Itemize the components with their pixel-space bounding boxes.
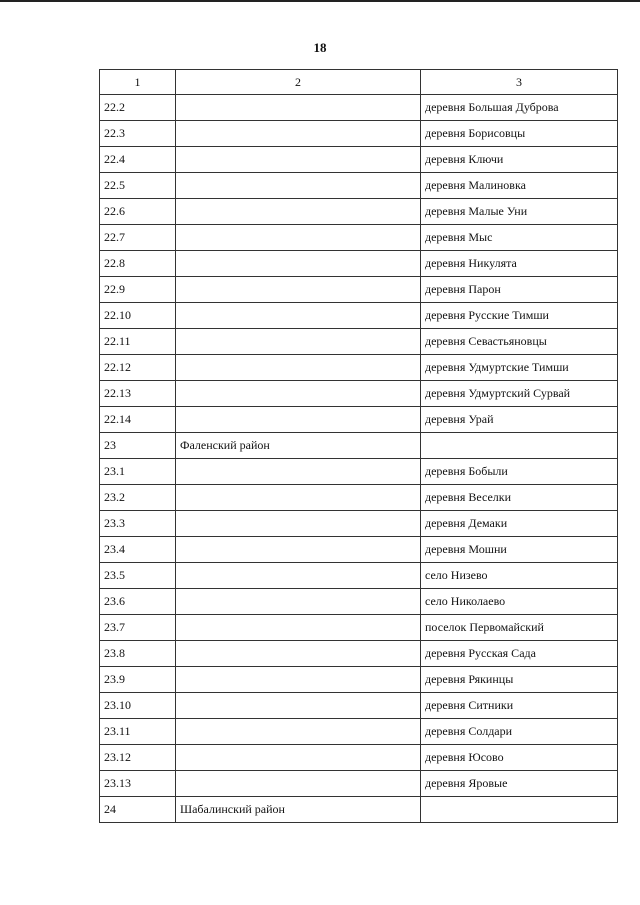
cell-settlement: деревня Мошни — [421, 537, 618, 563]
table-row — [100, 589, 618, 615]
table-row — [100, 719, 618, 745]
table-row — [100, 667, 618, 693]
cell-district — [176, 563, 421, 589]
cell-district — [176, 147, 421, 173]
cell-settlement: поселок Первомайский — [421, 615, 618, 641]
cell-district — [176, 407, 421, 433]
table-row — [100, 745, 618, 771]
cell-settlement: деревня Удмуртский Сурвай — [421, 381, 618, 407]
cell-district — [176, 693, 421, 719]
table-row — [100, 95, 618, 121]
table-row — [100, 329, 618, 355]
cell-settlement: деревня Яровые — [421, 771, 618, 797]
cell-district — [176, 173, 421, 199]
table-row — [100, 771, 618, 797]
cell-number: 23.8 — [100, 641, 176, 667]
cell-settlement: деревня Русские Тимши — [421, 303, 618, 329]
table-row — [100, 459, 618, 485]
cell-number: 23.5 — [100, 563, 176, 589]
cell-settlement: деревня Солдари — [421, 719, 618, 745]
table-row — [100, 537, 618, 563]
cell-district — [176, 511, 421, 537]
cell-settlement: деревня Ключи — [421, 147, 618, 173]
cell-district — [176, 771, 421, 797]
cell-district — [176, 381, 421, 407]
cell-settlement: деревня Большая Дуброва — [421, 95, 618, 121]
table-row — [100, 511, 618, 537]
table-row — [100, 693, 618, 719]
cell-district — [176, 485, 421, 511]
cell-settlement: деревня Малые Уни — [421, 199, 618, 225]
table-row — [100, 355, 618, 381]
table-row — [100, 407, 618, 433]
cell-number: 23.3 — [100, 511, 176, 537]
table-body — [100, 95, 618, 823]
cell-number: 22.4 — [100, 147, 176, 173]
cell-number: 23.10 — [100, 693, 176, 719]
cell-number: 22.7 — [100, 225, 176, 251]
cell-settlement: деревня Урай — [421, 407, 618, 433]
cell-district — [176, 745, 421, 771]
cell-number: 22.5 — [100, 173, 176, 199]
cell-number: 22.3 — [100, 121, 176, 147]
cell-number: 23.6 — [100, 589, 176, 615]
column-header-3: 3 — [421, 70, 618, 95]
cell-district — [176, 329, 421, 355]
cell-district — [176, 589, 421, 615]
table-row — [100, 433, 618, 459]
cell-number: 22.10 — [100, 303, 176, 329]
table-row — [100, 641, 618, 667]
cell-number: 23.13 — [100, 771, 176, 797]
cell-settlement: деревня Удмуртские Тимши — [421, 355, 618, 381]
table-row — [100, 303, 618, 329]
cell-district — [176, 355, 421, 381]
cell-number: 24 — [100, 797, 176, 823]
cell-number: 22.13 — [100, 381, 176, 407]
table-row — [100, 147, 618, 173]
cell-settlement: деревня Юсово — [421, 745, 618, 771]
column-header-1: 1 — [100, 70, 176, 95]
table-row — [100, 277, 618, 303]
cell-number: 23 — [100, 433, 176, 459]
cell-number: 22.14 — [100, 407, 176, 433]
table-row — [100, 251, 618, 277]
cell-district — [176, 277, 421, 303]
cell-settlement: деревня Малиновка — [421, 173, 618, 199]
settlements-table — [99, 69, 618, 823]
cell-number: 23.4 — [100, 537, 176, 563]
cell-district — [176, 719, 421, 745]
table-row — [100, 381, 618, 407]
cell-number: 22.8 — [100, 251, 176, 277]
cell-district — [176, 225, 421, 251]
cell-district: Фаленский район — [176, 433, 421, 459]
cell-settlement: деревня Борисовцы — [421, 121, 618, 147]
cell-settlement: деревня Веселки — [421, 485, 618, 511]
cell-district — [176, 95, 421, 121]
cell-number: 23.2 — [100, 485, 176, 511]
cell-district — [176, 251, 421, 277]
cell-settlement: деревня Ситники — [421, 693, 618, 719]
table-row — [100, 485, 618, 511]
cell-number: 22.6 — [100, 199, 176, 225]
cell-district — [176, 459, 421, 485]
column-header-2: 2 — [176, 70, 421, 95]
cell-number: 23.7 — [100, 615, 176, 641]
table-row — [100, 173, 618, 199]
cell-district — [176, 199, 421, 225]
table-row — [100, 225, 618, 251]
table-row — [100, 563, 618, 589]
cell-number: 22.2 — [100, 95, 176, 121]
cell-district — [176, 537, 421, 563]
cell-number: 22.9 — [100, 277, 176, 303]
cell-settlement: деревня Русская Сада — [421, 641, 618, 667]
cell-number: 23.9 — [100, 667, 176, 693]
cell-district — [176, 667, 421, 693]
cell-district — [176, 121, 421, 147]
cell-settlement: деревня Парон — [421, 277, 618, 303]
table-row — [100, 121, 618, 147]
page-number: 18 — [313, 40, 327, 55]
cell-settlement: село Николаево — [421, 589, 618, 615]
table-row — [100, 615, 618, 641]
cell-settlement: деревня Мыс — [421, 225, 618, 251]
cell-settlement: село Низево — [421, 563, 618, 589]
cell-district — [176, 303, 421, 329]
cell-number: 22.11 — [100, 329, 176, 355]
cell-settlement: деревня Рякинцы — [421, 667, 618, 693]
table-row — [100, 797, 618, 823]
cell-settlement — [421, 433, 618, 459]
cell-settlement: деревня Никулята — [421, 251, 618, 277]
cell-number: 23.12 — [100, 745, 176, 771]
table-header-row — [100, 70, 618, 95]
cell-settlement: деревня Бобыли — [421, 459, 618, 485]
cell-number: 22.12 — [100, 355, 176, 381]
cell-settlement: деревня Демаки — [421, 511, 618, 537]
cell-settlement: деревня Севастьяновцы — [421, 329, 618, 355]
cell-settlement — [421, 797, 618, 823]
cell-number: 23.1 — [100, 459, 176, 485]
cell-district — [176, 615, 421, 641]
top-rule — [0, 0, 640, 2]
cell-number: 23.11 — [100, 719, 176, 745]
table-row — [100, 199, 618, 225]
cell-district — [176, 641, 421, 667]
cell-district: Шабалинский район — [176, 797, 421, 823]
